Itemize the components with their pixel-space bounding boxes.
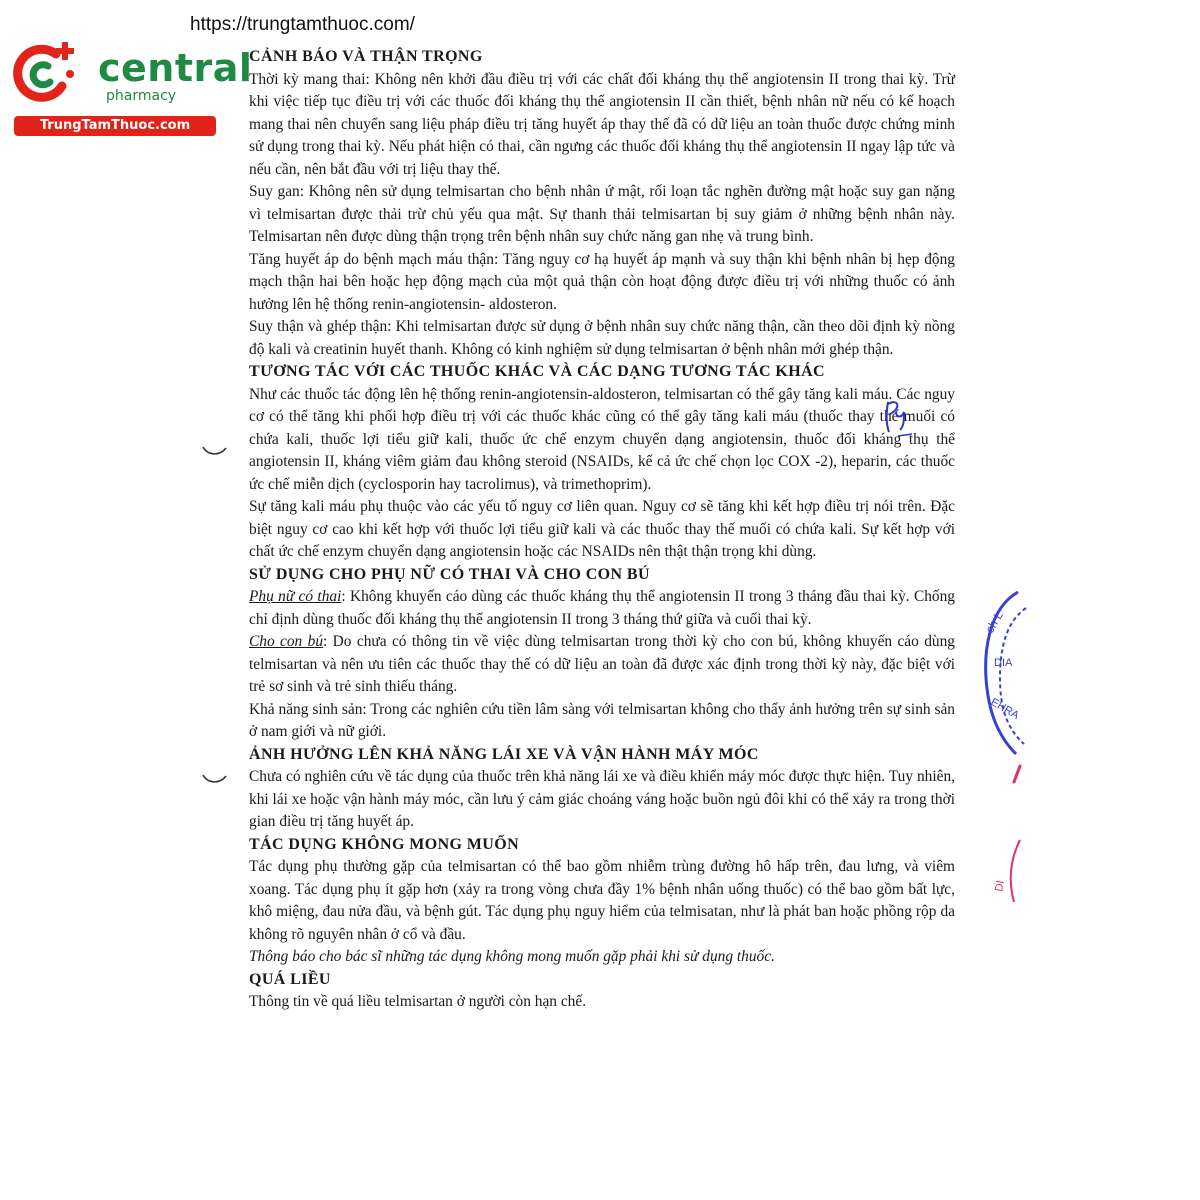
section-heading-pregnancy: SỬ DỤNG CHO PHỤ NỮ CÓ THAI VÀ CHO CON BÚ bbox=[249, 565, 650, 583]
text-pregnant-women: : Không khuyến cáo dùng các thuốc kháng thụ thể angiotensin II trong 3 tháng đầu thai kỳ. Chống chỉ định dùng thuốc đối kháng thụ thể angiotensin II trong 3 tháng thứ giữa và cuối thai kỳ. bbox=[249, 588, 955, 628]
paragraph-driving: Chưa có nghiên cứu về tác dụng của thuốc trên khả năng lái xe và điều khiển máy móc được thực hiện. Tuy nhiên, khi lái xe hoặc vận hành máy móc, cần lưu ý cảm giác choáng váng hoặc buồn ngủ đôi khi có thể xảy ra trong thời gian điều trị tăng huyết áp. bbox=[249, 768, 955, 830]
binding-hole-mark bbox=[200, 772, 230, 786]
paragraph-liver: Suy gan: Không nên sử dụng telmisartan cho bệnh nhân ứ mật, rối loạn tắc nghẽn đường mật hoặc suy gan nặng vì telmisartan được thải trừ chủ yếu qua mật. Sự thanh thải telmisartan bị suy giảm ở những bệnh nhân này. Telmisartan nên được dùng thận trọng trên bệnh nhân suy chức năng gan nhẹ và trung bình. bbox=[249, 183, 955, 245]
section-heading-overdose: QUÁ LIỀU bbox=[249, 970, 331, 988]
label-lactation: Cho con bú bbox=[249, 633, 324, 650]
paragraph-pregnancy-warning: Thời kỳ mang thai: Không nên khởi đầu điều trị với các chất đối kháng thụ thể angiotensin II trong thai kỳ. Trừ khi việc tiếp tục điều trị với các thuốc đối kháng thụ thể angiotensin II cần thiết, bệnh nhân nữ nếu có kế hoạch mang thai nên chuyển sang liệu pháp điều trị tăng huyết áp thay thế đã có dữ liệu an toàn thuốc được chứng minh sử dụng trong thai kỳ. Nếu phát hiện có thai, cần ngưng các thuốc đối kháng thụ thể angiotensin II ngay lập tức và nếu cần, nên bắt đầu với trị liệu thay thế. bbox=[249, 70, 955, 178]
logo-banner: TrungTamThuoc.com bbox=[14, 116, 216, 136]
central-pharmacy-logo bbox=[10, 38, 253, 138]
handwritten-initials-mark bbox=[880, 396, 920, 440]
text-lactation: : Do chưa có thông tin về việc dùng telmisartan trong thời kỳ cho con bú, không khuyến cáo dùng telmisartan và nên ưu tiên các thuốc thay thế có dữ liệu an toàn đã được xác định trong thời kỳ này, đặc biệt với trẻ sơ sinh và trẻ sinh thiếu tháng. bbox=[249, 633, 955, 695]
section-heading-interactions: TƯƠNG TÁC VỚI CÁC THUỐC KHÁC VÀ CÁC DẠNG TƯƠNG TÁC KHÁC bbox=[249, 363, 825, 380]
document-body bbox=[249, 46, 955, 1014]
paragraph-hyperkalemia: Như các thuốc tác động lên hệ thống renin-angiotensin-aldosteron, telmisartan có thể gây tăng kali máu. Các nguy cơ có thể tăng khi phối hợp điều trị với các thuốc khác cũng có thể gây tăng kali máu (thuốc thay thế muối có chứa kali, thuốc lợi tiểu giữ kali, thuốc ức chế enzym chuyển dạng angiotensin, thuốc đối kháng thụ thể angiotensin II, kháng viêm giảm đau không steroid (NSAIDs, kể cả ức chế chọn lọc COX -2), heparin, các thuốc ức chế miễn dịch (cyclosporin hay tacrolimus), và trimethoprim). bbox=[249, 385, 955, 493]
paragraph-renal: Suy thận và ghép thận: Khi telmisartan được sử dụng ở bệnh nhân suy chức năng thận, cần theo dõi định kỳ nồng độ kali và creatinin huyết thanh. Không có kinh nghiệm sử dụng telmisartan ở bệnh nhân mới ghép thận. bbox=[249, 318, 955, 358]
svg-text:DI: DI bbox=[993, 879, 1007, 893]
paragraph-fertility: Khả năng sinh sản: Trong các nghiên cứu tiền lâm sàng với telmisartan không cho thấy ảnh hưởng trên sự sinh sản ở nam giới và nữ giới. bbox=[249, 700, 955, 740]
paragraph-side-effects: Tác dụng phụ thường gặp của telmisartan có thể bao gồm nhiễm trùng đường hô hấp trên, đau lưng, và viêm xoang. Tác dụng phụ ít gặp hơn (xảy ra trong vòng chưa đầy 1% bệnh nhân uống thuốc) có thể bao gồm bất lực, khô miệng, đau nửa đầu, và bệnh gút. Tác dụng phụ nguy hiểm của telmisatan, như là phát ban hoặc phồng rộp da không rõ nguyên nhân ở cổ và đầu. bbox=[249, 858, 955, 943]
paragraph-report-note: Thông báo cho bác sĩ những tác dụng không mong muốn gặp phải khi sử dụng thuốc. bbox=[249, 948, 775, 965]
logo-subtitle: pharmacy bbox=[106, 88, 177, 104]
paragraph-lactation bbox=[249, 631, 955, 699]
label-pregnant-women: Phụ nữ có thai bbox=[249, 588, 342, 605]
partial-red-stamp bbox=[990, 760, 1030, 910]
paragraph-renovascular: Tăng huyết áp do bệnh mạch máu thận: Tăng nguy cơ hạ huyết áp mạnh và suy thận khi bệnh nhân bị hẹp động mạch thận hai bên hoặc hẹp động mạch của một quả thận còn hoạt động được điều trị với những thuốc có ảnh hưởng lên hệ thống renin-angiotensin- aldosteron. bbox=[249, 250, 955, 313]
paragraph-risk-factors: Sự tăng kali máu phụ thuộc vào các yếu tố nguy cơ liên quan. Nguy cơ sẽ tăng khi kết hợp điều trị nói trên. Đặc biệt nguy cơ cao khi kết hợp với thuốc lợi tiểu giữ kali và các thuốc thay thế muối có chứa kali. Sự kết hợp với chất ức chế enzym chuyển dạng angiotensin hoặc các NSAIDs nên thật thận trọng khi dùng. bbox=[249, 498, 955, 560]
binding-hole-mark bbox=[200, 444, 230, 458]
paragraph-pregnant-women bbox=[249, 586, 955, 631]
section-heading-warnings: CẢNH BÁO VÀ THẬN TRỌNG bbox=[249, 48, 483, 65]
partial-blue-stamp bbox=[970, 588, 1030, 758]
section-heading-driving: ẢNH HƯỞNG LÊN KHẢ NĂNG LÁI XE VÀ VẬN HÀNH MÁY MÓC bbox=[249, 745, 759, 763]
paragraph-overdose: Thông tin về quá liều telmisartan ở người còn hạn chế. bbox=[249, 993, 587, 1010]
section-heading-side-effects: TÁC DỤNG KHÔNG MONG MUỐN bbox=[249, 835, 520, 853]
svg-text:ch L: ch L bbox=[982, 608, 1006, 636]
logo-wordmark: central bbox=[98, 46, 253, 90]
svg-text:DIA: DIA bbox=[994, 657, 1013, 669]
source-url[interactable]: https://trungtamthuoc.com/ bbox=[190, 14, 415, 35]
svg-text:EHRA: EHRA bbox=[988, 696, 1021, 722]
pharmacy-cross-icon bbox=[10, 38, 82, 110]
